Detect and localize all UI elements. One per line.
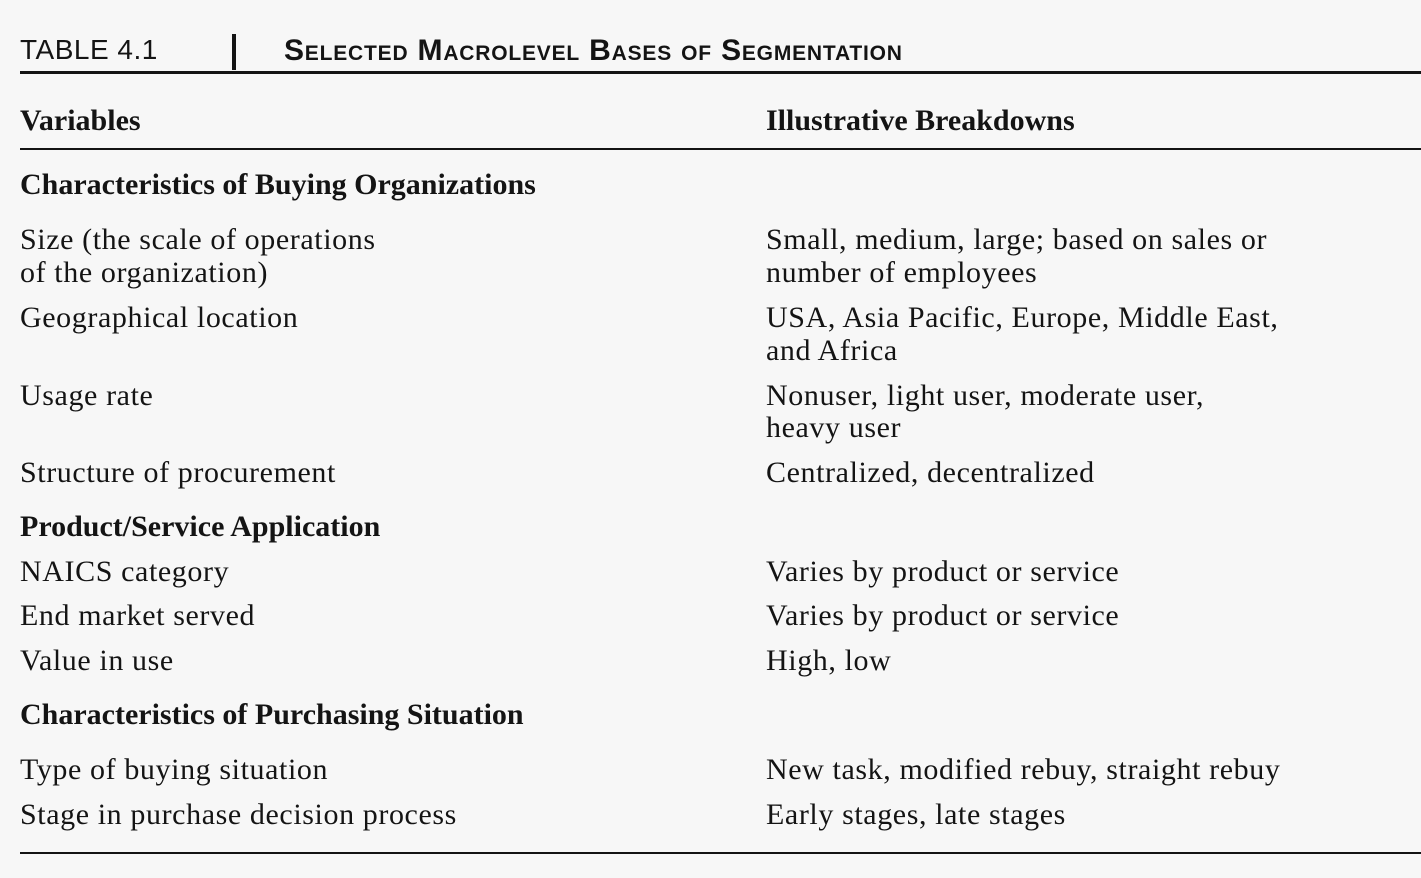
breakdown-cell: Varies by product or service <box>766 599 1120 632</box>
variable-cell: Size (the scale of operations <box>20 223 376 256</box>
breakdown-cell: Varies by product or service <box>766 555 1120 588</box>
column-header-breakdowns: Illustrative Breakdowns <box>766 104 1075 137</box>
variable-cell: Geographical location <box>20 301 299 334</box>
variable-cell: Value in use <box>20 644 174 677</box>
variable-cell: Stage in purchase decision process <box>20 798 457 831</box>
variable-cell: Type of buying situation <box>20 753 329 786</box>
breakdown-cell-continued: number of employees <box>766 256 1038 289</box>
variable-cell: Structure of procurement <box>20 456 336 489</box>
breakdown-cell: Centralized, decentralized <box>766 456 1095 489</box>
section-heading-purchasing-situation: Characteristics of Purchasing Situation <box>20 698 524 731</box>
variable-cell-continued: of the organization) <box>20 256 269 289</box>
section-heading-product-service-application: Product/Service Application <box>20 510 381 543</box>
variable-cell: End market served <box>20 599 256 632</box>
breakdown-cell: Nonuser, light user, moderate user, <box>766 379 1205 412</box>
breakdown-cell: New task, modified rebuy, straight rebuy <box>766 753 1281 786</box>
header-rule <box>20 148 1421 150</box>
table-title: Selected Macrolevel Bases of Segmentation <box>284 34 903 67</box>
breakdown-cell-continued: and Africa <box>766 334 898 367</box>
breakdown-cell: High, low <box>766 644 892 677</box>
bottom-rule <box>20 852 1421 854</box>
variable-cell: Usage rate <box>20 379 154 412</box>
section-heading-buying-organizations: Characteristics of Buying Organizations <box>20 168 536 201</box>
breakdown-cell-continued: heavy user <box>766 411 902 444</box>
column-header-variables: Variables <box>20 104 141 137</box>
caption-separator <box>232 34 236 70</box>
breakdown-cell: Early stages, late stages <box>766 798 1066 831</box>
breakdown-cell: USA, Asia Pacific, Europe, Middle East, <box>766 301 1279 334</box>
breakdown-cell: Small, medium, large; based on sales or <box>766 223 1268 256</box>
table-number: TABLE 4.1 <box>20 34 158 65</box>
top-rule <box>20 71 1421 74</box>
variable-cell: NAICS category <box>20 555 230 588</box>
